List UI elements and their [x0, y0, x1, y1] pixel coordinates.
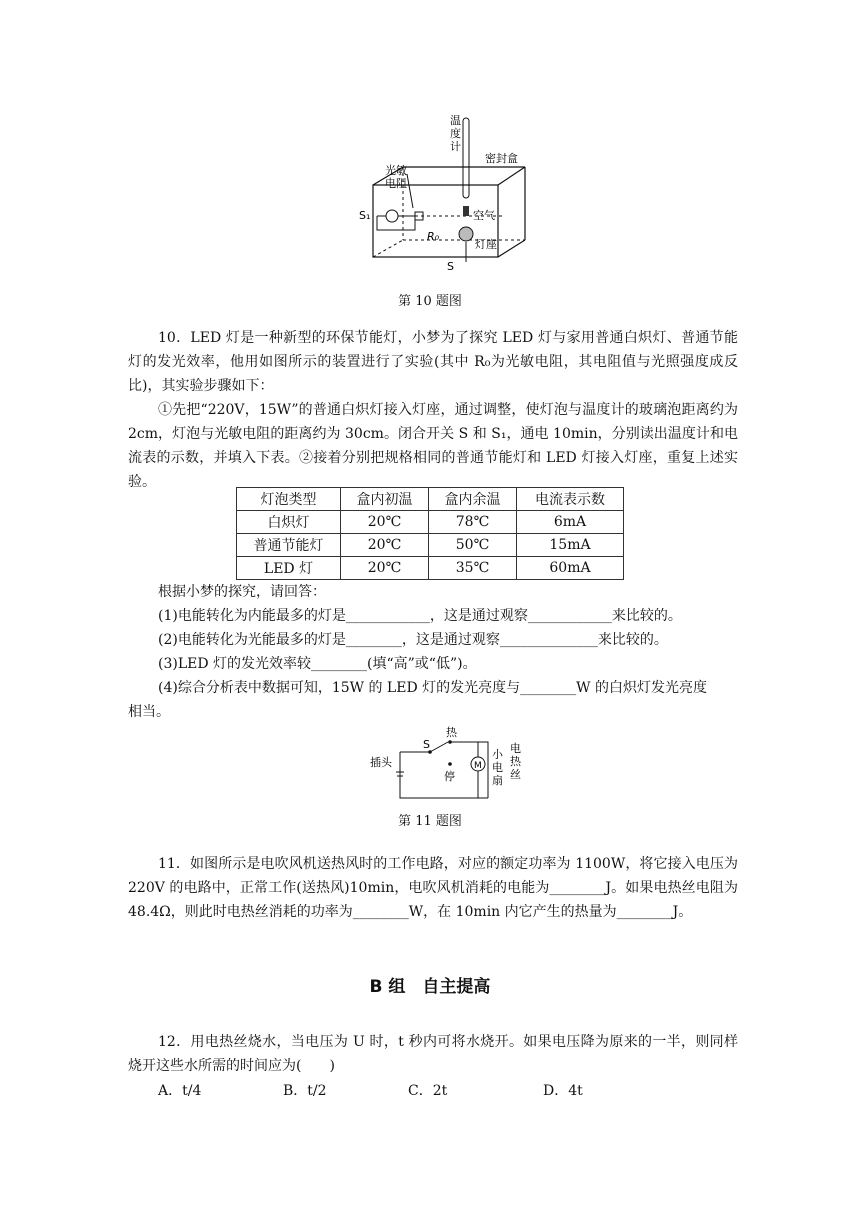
figure-10-caption: 第 10 题图: [398, 294, 462, 309]
motor-symbol: M: [474, 761, 482, 771]
q12-text: 12．用电热丝烧水，当电压为 U 时，t 秒内可将水烧开。如果电压降为原来的一半，则同样烧开这些水所需的时间应为( ): [128, 1034, 738, 1074]
sensor-label: 光敏电阻: [385, 164, 407, 190]
q10-intro: 10．LED 灯是一种新型的环保节能灯，小梦为了探究 LED 灯与家用普通白炽灯、普通节能灯的发光效率，他用如图所示的装置进行了实验(其中 R₀为光敏电阻，其电阻值与光照强度成反比)，其实验步骤如下：: [128, 330, 738, 394]
table-cell: 78℃: [429, 511, 517, 534]
table-header: 盒内余温: [429, 488, 517, 511]
table-cell: 20℃: [341, 534, 429, 557]
s1-label: S₁: [359, 209, 371, 222]
table-cell: 6mA: [517, 511, 624, 534]
heating-wire-label: 电热丝: [510, 742, 521, 781]
section-b-heading: B 组 自主提高: [369, 977, 491, 997]
option-d: D．4t: [543, 1083, 583, 1099]
figure-11-caption: 第 11 题图: [398, 814, 462, 829]
table-cell: 35℃: [429, 557, 517, 580]
air-label: 空气: [473, 209, 495, 222]
table-header: 电流表示数: [517, 488, 624, 511]
table-row: [237, 557, 624, 580]
q10-sub4a: (4)综合分析表中数据可知，15W 的 LED 灯的发光亮度与________W 的白炽灯发光亮度: [158, 680, 707, 696]
box-label: 密封盒: [485, 152, 518, 165]
q10-prompt: 根据小梦的探究，请回答：: [158, 584, 326, 600]
table-row: [237, 511, 624, 534]
q10-sub2: (2)电能转化为光能最多的灯是________，这是通过观察______________来比较的。: [158, 632, 668, 648]
plug-label: 插头: [370, 756, 392, 769]
q10-sub1: (1)电能转化为内能最多的灯是____________，这是通过观察____________来比较的。: [158, 608, 682, 624]
switch-label: S: [423, 738, 430, 751]
option-b: B．t/2: [283, 1083, 327, 1099]
table-cell: 20℃: [341, 511, 429, 534]
option-c: C．2t: [408, 1083, 448, 1099]
table-cell: 60mA: [517, 557, 624, 580]
table-cell: 20℃: [341, 557, 429, 580]
table-header: 灯泡类型: [237, 488, 341, 511]
table-cell: 白炽灯: [237, 511, 341, 534]
hot-label: 热: [446, 726, 457, 739]
table-cell: 15mA: [517, 534, 624, 557]
q10-sub3: (3)LED 灯的发光效率较________(填“高”或“低”)。: [158, 656, 477, 672]
option-a: A．t/4: [158, 1083, 202, 1099]
table-row: [237, 534, 624, 557]
q10-steps: ①先把“220V，15W”的普通白炽灯接入灯座，通过调整，使灯泡与温度计的玻璃泡距离约为 2cm，灯泡与光敏电阻的距离约为 30cm。闭合开关 S 和 S₁，通电 10min，分别读出温度计和电流表的示数，并填入下表。②接着分别把规格相同的普通节能灯和 LED 灯接入灯座，重复上述实验。: [128, 402, 738, 490]
thermometer-label: 温度计: [450, 114, 461, 153]
s-label: S: [447, 260, 454, 273]
table-cell: 普通节能灯: [237, 534, 341, 557]
table-header-row: [237, 488, 624, 511]
q10-sub4b: 相当。: [128, 704, 170, 720]
table-cell: LED 灯: [237, 557, 341, 580]
table-header: 盒内初温: [341, 488, 429, 511]
stop-label: 停: [444, 770, 455, 783]
socket-label: 灯座: [475, 238, 497, 251]
table-cell: 50℃: [429, 534, 517, 557]
fan-label: 小电扇: [492, 748, 503, 787]
figure-10-diagram: [355, 112, 535, 277]
results-table: [236, 487, 624, 580]
r0-label: R₀: [427, 230, 440, 243]
figure-11-circuit: [368, 720, 528, 805]
q11-text: 11．如图所示是电吹风机送热风时的工作电路，对应的额定功率为 1100W，将它接入电压为 220V 的电路中，正常工作(送热风)10min，电吹风机消耗的电能为________J。如果电热丝电阻为 48.4Ω，则此时电热丝消耗的功率为________W，在 10min 内它产生的热量为________J。: [128, 856, 738, 920]
